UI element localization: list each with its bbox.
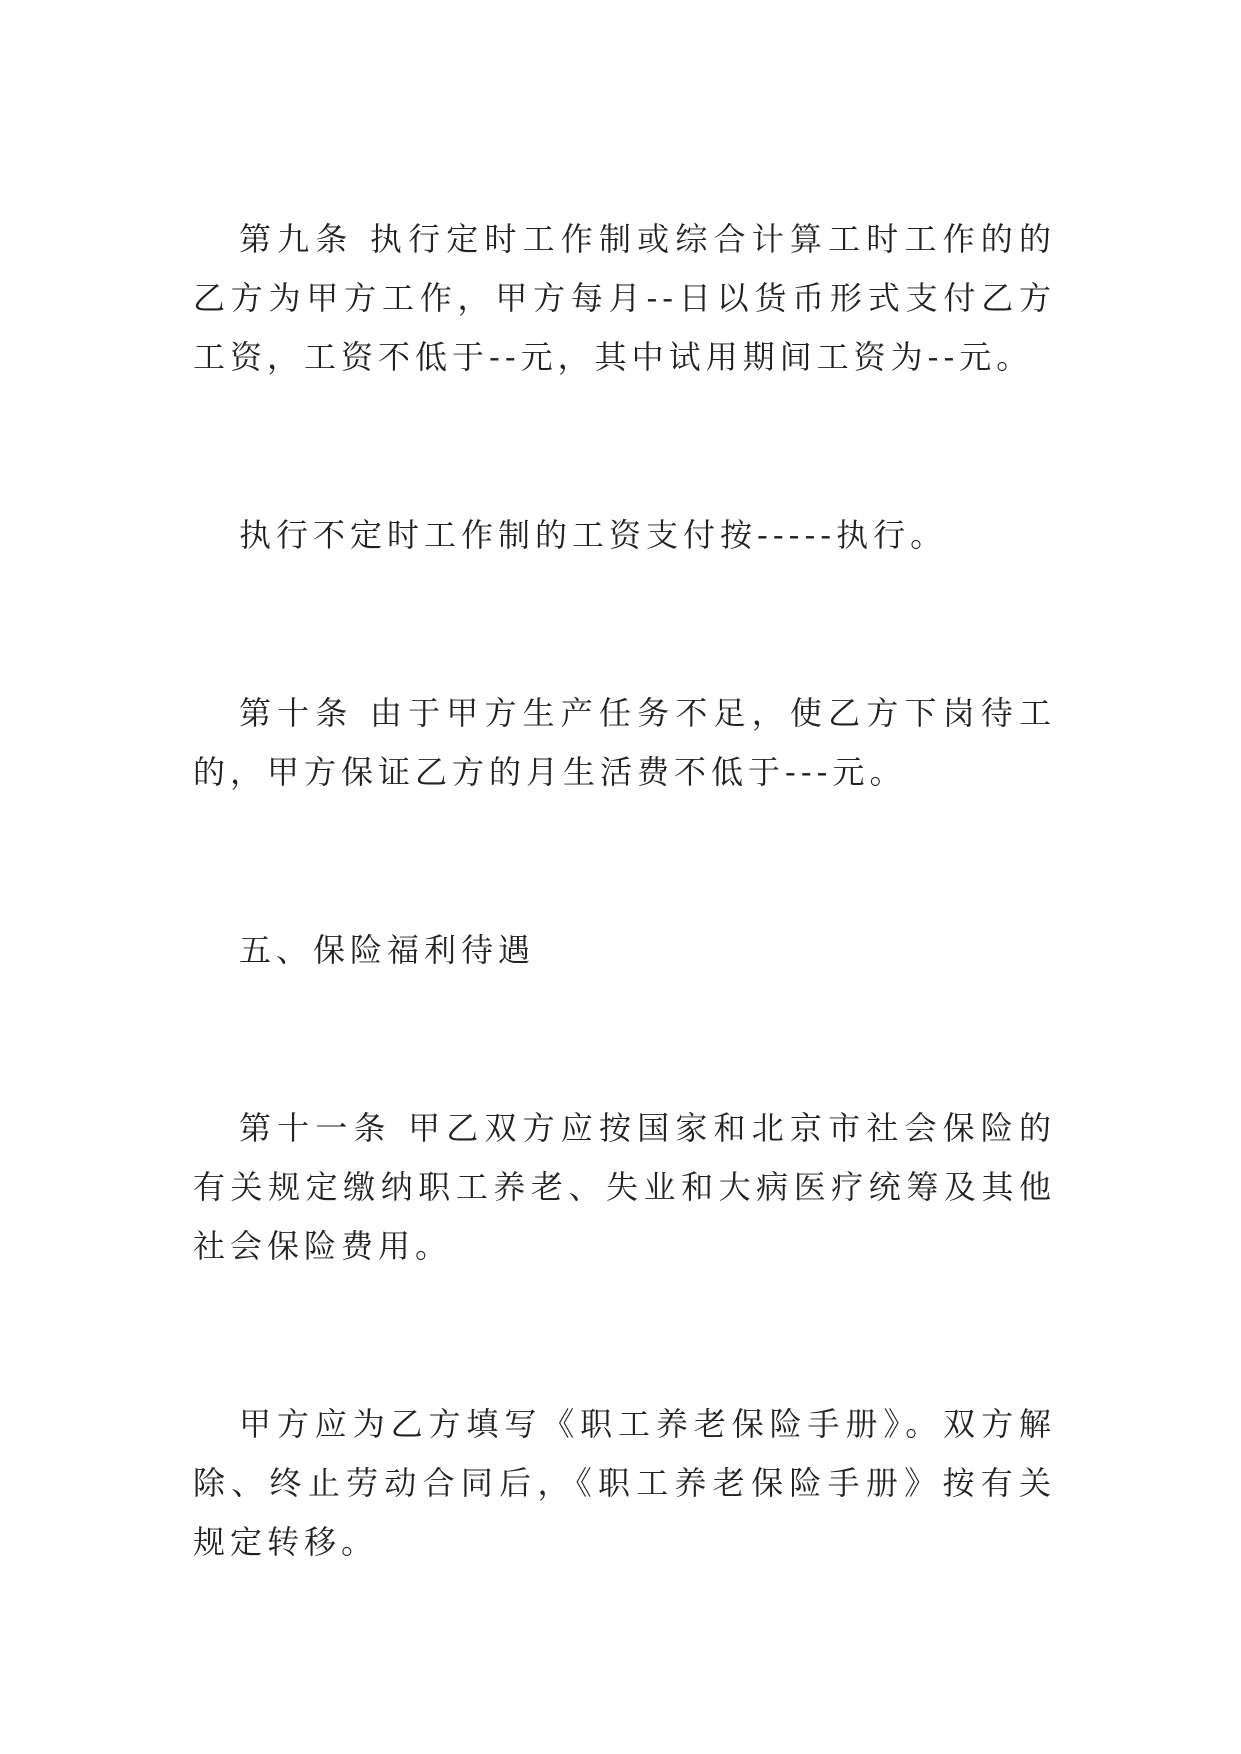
pension-handbook-paragraph: 甲方应为乙方填写《职工养老保险手册》。双方解除、终止劳动合同后，《职工养老保险手册》按有关规定转移。 [193,1405,1056,1561]
non-fixed-hours-wage-paragraph: 执行不定时工作制的工资支付按-----执行。 [239,516,948,554]
article-11-paragraph: 第十一条 甲乙双方应按国家和北京市社会保险的有关规定缴纳职工养老、失业和大病医疗统筹及其他社会保险费用。 [193,1109,1056,1265]
section-heading-insurance-benefits: 五、保险福利待遇 [239,931,536,969]
article-9-paragraph: 第九条 执行定时工作制或综合计算工时工作的的乙方为甲方工作，甲方每月--日以货币形式支付乙方工资，工资不低于--元，其中试用期间工资为--元。 [193,220,1056,376]
article-10-paragraph: 第十条 由于甲方生产任务不足，使乙方下岗待工的，甲方保证乙方的月生活费不低于---元。 [193,694,1056,791]
document-body [193,210,1056,1572]
